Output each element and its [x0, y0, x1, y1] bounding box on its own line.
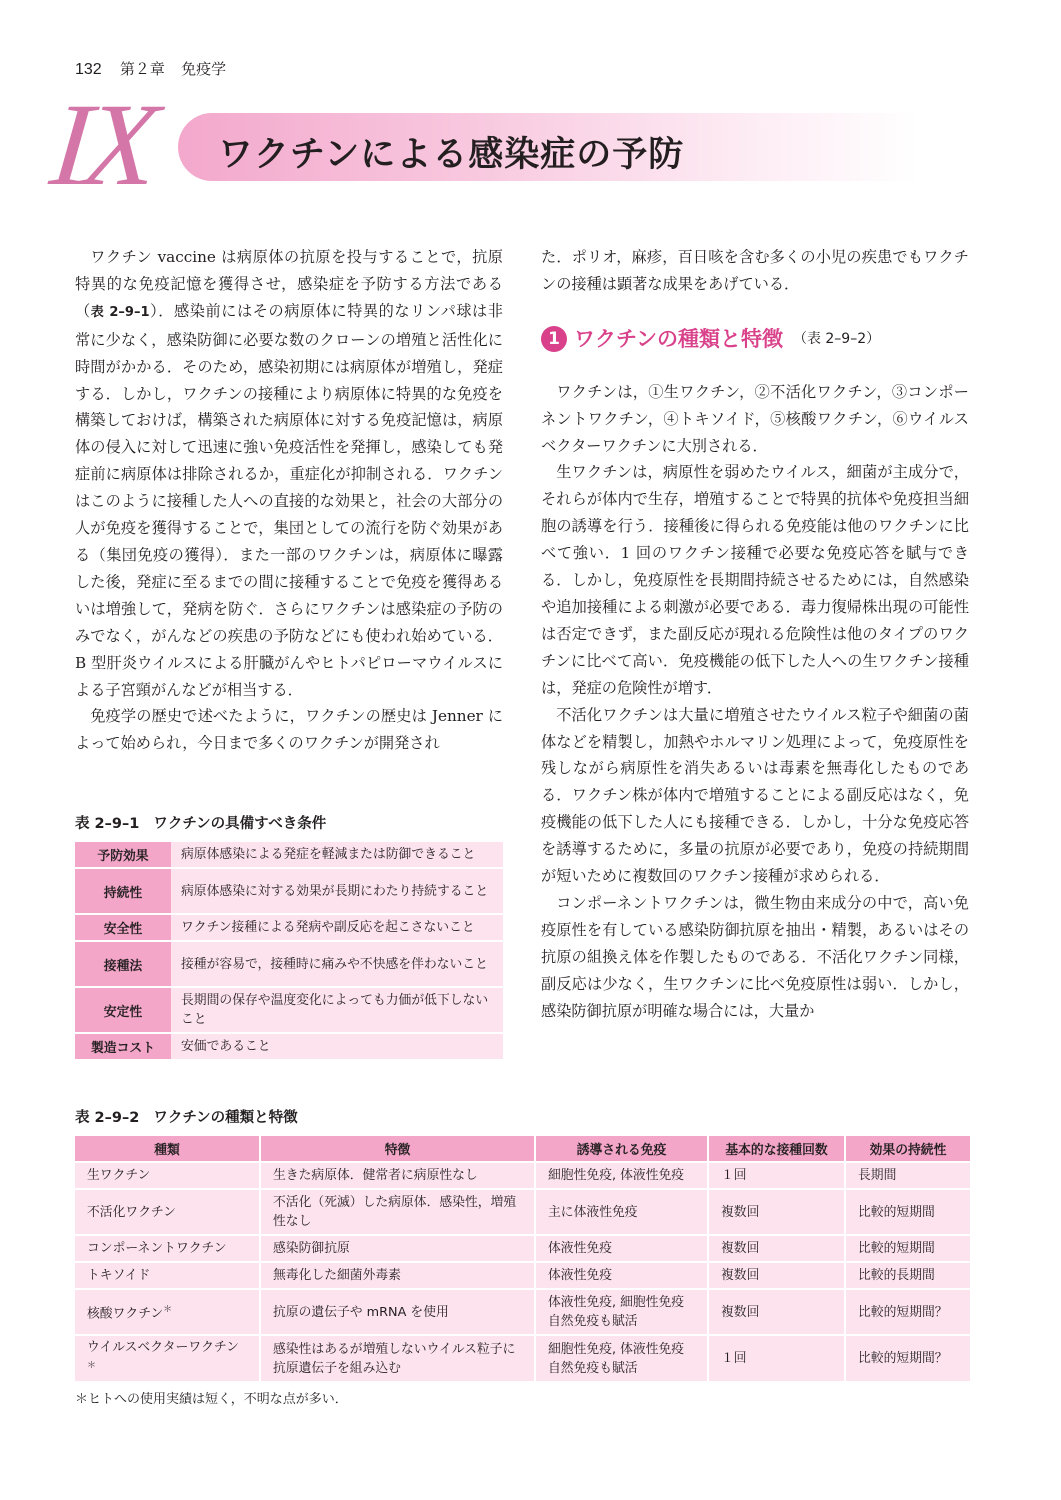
table-row: [75, 1263, 970, 1288]
column-header: 種類: [75, 1136, 259, 1161]
cell-immunity: 細胞性免疫, 体液性免疫: [534, 1163, 707, 1188]
paragraph-intro: ワクチン vaccine は病原体の抗原を投与することで，抗原特異的な免疫記憶を獲得させ，感染症を予防する方法である（表 2–9–1）．感染前にはその病原体に特異的なリンパ球は非常に少なく，感染防御に必要な数のクローンの増殖と活性化に時間がかかる．そのため，感染初期には病原体が増殖し，発症する．しかし，ワクチンの接種により病原体に特異的な免疫を構築しておけば，構築された病原体に対する免疫記憶は，病原体の侵入に対して迅速に強い免疫活性を発揮し，感染しても発症前に病原体は排除されるか，重症化が抑制される．ワクチンはこのように接種した人への直接的な効果と，社会の大部分の人が免疫を獲得することで，集団としての流行を防ぐ効果がある（集団免疫の獲得）．また一部のワクチンは，病原体に曝露した後，発症に至るまでの間に接種することで免疫を獲得あるいは増強して，発病を防ぐ．さらにワクチンは感染症の予防のみでなく，がんなどの疾患の予防などにも使われ始めている．B 型肝炎ウイルスによる肝臓がんやヒトパピローマウイルスによる子宮頸がんなどが相当する．: [75, 248, 503, 699]
row-key: 安全性: [75, 915, 171, 940]
row-key: 持続性: [75, 869, 171, 913]
section-numeral: IX: [45, 79, 159, 210]
cell-feature: 感染防御抗原: [259, 1236, 534, 1261]
table-row: [75, 1336, 970, 1381]
cell-doses: １回: [707, 1163, 844, 1188]
left-column: [75, 244, 503, 757]
cell-doses: 複数回: [707, 1290, 844, 1334]
cell-duration: 比較的長期間: [844, 1263, 970, 1288]
cell-type: 不活化ワクチン: [75, 1190, 259, 1234]
section-title: ワクチンによる感染症の予防: [218, 135, 685, 175]
page-number: 132: [75, 61, 102, 78]
table-row: [75, 1163, 970, 1188]
column-header: 効果の持続性: [844, 1136, 970, 1161]
table2-caption: [75, 1106, 298, 1127]
table-reference: 表 2–9–1: [90, 304, 150, 320]
table-header-row: [75, 1136, 970, 1161]
cell-type: コンポーネントワクチン: [75, 1236, 259, 1261]
cell-feature: 無毒化した細菌外毒素: [259, 1263, 534, 1288]
paragraph-component-vaccine: コンポーネントワクチンは，微生物由来成分の中で，高い免疫原性を有している感染防御抗原を抽出・精製，あるいはその抗原の組換え体を作製したものである．不活化ワクチン同様，副反応は少なく，生ワクチンに比べ免疫原性は弱い．しかし，感染防御抗原が明確な場合には，大量か: [541, 893, 969, 1020]
row-value: 安価であること: [171, 1034, 503, 1059]
row-value: ワクチン接種による発病や副反応を起こさないこと: [171, 915, 503, 940]
footnote-mark: ＊: [163, 1304, 173, 1315]
table-row: [75, 942, 503, 986]
table1-caption: [75, 812, 326, 833]
cell-doses: １回: [707, 1336, 844, 1381]
cell-type: トキソイド: [75, 1263, 259, 1288]
cell-feature: 生きた病原体．健常者に病原性なし: [259, 1163, 534, 1188]
cell-type: 生ワクチン: [75, 1163, 259, 1188]
subsection-heading: [541, 326, 969, 353]
column-header: 誘導される免疫: [534, 1136, 707, 1161]
row-key: 安定性: [75, 988, 171, 1032]
paragraph-history: 免疫学の歴史で述べたように，ワクチンの歴史は Jenner によって始められ，今日まで多くのワクチンが開発され: [75, 707, 503, 753]
paragraph-inactivated-vaccine: 不活化ワクチンは大量に増殖させたウイルス粒子や細菌の菌体などを精製し，加熱やホルマリン処理によって，免疫原性を残しながら病原性を消失あるいは毒素を無毒化したものである．ワクチン株が体内で増殖することによる副反応はなく，免疫機能の低下した人にも接種できる．しかし，十分な免疫応答を誘導するために，多量の抗原が必要であり，免疫の持続期間が短いために複数回のワクチン接種が求められる．: [541, 705, 969, 886]
table1-title: ワクチンの具備すべき条件: [153, 816, 327, 832]
table-row: [75, 842, 503, 867]
row-key: 予防効果: [75, 842, 171, 867]
table2-label: 表 2–9–2: [75, 1110, 140, 1126]
row-key: 製造コスト: [75, 1034, 171, 1059]
table-row: [75, 869, 503, 913]
footnote-mark: ＊: [87, 1361, 97, 1371]
row-value: 長期間の保存や温度変化によっても力価が低下しないこと: [171, 988, 503, 1032]
cell-duration: 長期間: [844, 1163, 970, 1188]
row-value: 接種が容易で，接種時に痛みや不快感を伴わないこと: [171, 942, 503, 986]
table2-title: ワクチンの種類と特徴: [153, 1110, 298, 1126]
cell-immunity: 体液性免疫: [534, 1236, 707, 1261]
cell-doses: 複数回: [707, 1263, 844, 1288]
vaccine-requirements-table: [75, 840, 503, 1061]
table-row: [75, 988, 503, 1032]
table-row: [75, 1290, 970, 1334]
cell-immunity: 主に体液性免疫: [534, 1190, 707, 1234]
chapter-number: 第２章: [119, 61, 165, 78]
table-row: [75, 1190, 970, 1234]
vaccine-types-table: [75, 1134, 970, 1383]
table-row: [75, 1034, 503, 1059]
cell-duration: 比較的短期間: [844, 1236, 970, 1261]
cell-duration: 比較的短期間？: [844, 1336, 970, 1381]
cell-feature: 抗原の遺伝子や mRNA を使用: [259, 1290, 534, 1334]
table-row: [75, 1236, 970, 1261]
subsection-table-ref: （表 2–9–2）: [792, 330, 881, 347]
cell-type: 核酸ワクチン＊: [75, 1290, 259, 1334]
section-title-banner: [178, 113, 918, 181]
right-column: [541, 244, 969, 1024]
paragraph-types: ワクチンは，①生ワクチン，②不活化ワクチン，③コンポーネントワクチン，④トキソイド，⑤核酸ワクチン，⑥ウイルスベクターワクチンに大別される．: [541, 382, 969, 455]
cell-duration: 比較的短期間: [844, 1190, 970, 1234]
table1-label: 表 2–9–1: [75, 816, 140, 832]
running-header: [75, 58, 226, 79]
column-header: 基本的な接種回数: [707, 1136, 844, 1161]
subsection-number: 1: [541, 326, 567, 352]
column-header: 特徴: [259, 1136, 534, 1161]
cell-feature: 不活化（死滅）した病原体．感染性，増殖性なし: [259, 1190, 534, 1234]
cell-immunity: 体液性免疫, 細胞性免疫 自然免疫も賦活: [534, 1290, 707, 1334]
paragraph-live-vaccine: 生ワクチンは，病原性を弱めたウイルス，細菌が主成分で，それらが体内で生存，増殖することで特異的抗体や免疫担当細胞の誘導を行う．接種後に得られる免疫能は他のワクチンに比べて強い．1 回のワクチン接種で必要な免疫応答を賦与できる．しかし，免疫原性を長期間持続させるためには，自然感染や追加接種による刺激が必要である．毒力復帰株出現の可能性は否定できず，また副反応が現れる危険性は他のタイプのワクチンに比べて高い．免疫機能の低下した人への生ワクチン接種は，発症の危険性が増す．: [541, 463, 969, 697]
cell-duration: 比較的短期間？: [844, 1290, 970, 1334]
subsection-title: ワクチンの種類と特徴: [574, 326, 783, 351]
table-footnote: ＊ヒトへの使用実績は短く，不明な点が多い．: [75, 1392, 348, 1407]
row-key: 接種法: [75, 942, 171, 986]
row-value: 病原体感染による発症を軽減または防御できること: [171, 842, 503, 867]
chapter-title: 免疫学: [181, 61, 227, 78]
row-value: 病原体感染に対する効果が長期にわたり持続すること: [171, 869, 503, 913]
cell-doses: 複数回: [707, 1190, 844, 1234]
cell-type: ウイルスベクターワクチン＊: [75, 1336, 259, 1381]
cell-feature: 感染性はあるが増殖しないウイルス粒子に抗原遺伝子を組み込む: [259, 1336, 534, 1381]
cell-immunity: 細胞性免疫, 体液性免疫 自然免疫も賦活: [534, 1336, 707, 1381]
cell-immunity: 体液性免疫: [534, 1263, 707, 1288]
paragraph-continued: た．ポリオ，麻疹，百日咳を含む多くの小児の疾患でもワクチンの接種は顕著な成果をあげている．: [541, 248, 969, 293]
cell-doses: 複数回: [707, 1236, 844, 1261]
table-row: [75, 915, 503, 940]
